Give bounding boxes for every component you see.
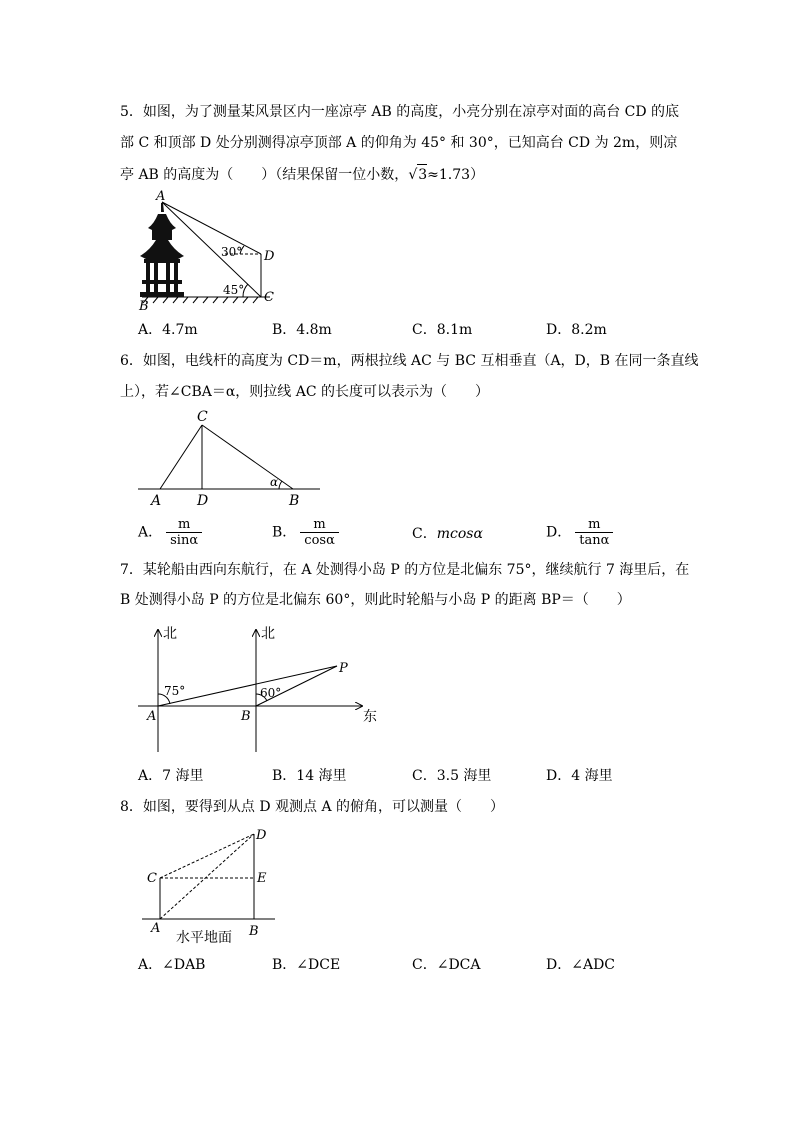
- q6-line-1: 6．如图，电线杆的高度为 CD＝m，两根拉线 AC 与 BC 互相垂直（A，D，B 在同一条直线: [120, 353, 699, 369]
- q6-option-b-fraction: [300, 517, 339, 548]
- q7-label-a: A: [147, 709, 157, 724]
- q6-option-c[interactable]: [412, 524, 483, 544]
- q6-option-b-numerator: m: [300, 517, 339, 533]
- q6-label-b: B: [289, 493, 300, 509]
- q7-angle-60: 60°: [260, 686, 282, 700]
- q8-option-c[interactable]: C．∠DCA: [412, 957, 481, 973]
- q8-label-e: E: [257, 871, 267, 886]
- q5-line-3-text: 亭 AB 的高度为（ ）（结果保留一位小数，: [120, 167, 409, 183]
- q6-figure: [130, 405, 330, 510]
- q6-option-a-numerator: m: [166, 517, 202, 533]
- q7-north-label-1: 北: [163, 626, 177, 642]
- q5-line-3: [120, 164, 484, 185]
- q7-line-1: 7．某轮船由西向东航行，在 A 处测得小岛 P 的方位是北偏东 75°，继续航行 7 海里后，在: [120, 562, 690, 578]
- q8-label-a: A: [151, 921, 161, 936]
- q7-option-a[interactable]: A．7 海里: [138, 768, 204, 784]
- q8-figure: [130, 822, 290, 950]
- q7-line-2: B 处测得小岛 P 的方位是北偏东 60°，则此时轮船与小岛 P 的距离 BP＝（ ）: [120, 592, 631, 608]
- q6-option-d-numerator: m: [575, 517, 613, 533]
- q8-option-d[interactable]: D．∠ADC: [546, 957, 616, 973]
- q6-label-a: A: [151, 493, 162, 509]
- q5-label-d: D: [264, 249, 275, 264]
- q6-option-a-fraction: [166, 517, 202, 548]
- q6-option-c-letter: C．: [412, 526, 437, 542]
- q7-option-d[interactable]: D．4 海里: [546, 768, 613, 784]
- q6-option-c-text: mcosα: [436, 526, 483, 542]
- q6-label-c: C: [197, 409, 208, 425]
- q5-line-1: 5．如图，为了测量某风景区内一座凉亭 AB 的高度，小亮分别在凉亭对面的高台 CD 的底: [120, 104, 680, 120]
- q7-label-p: P: [339, 661, 348, 676]
- q6-option-d-denominator: tanα: [579, 533, 610, 548]
- q6-option-b-denominator: cosα: [304, 533, 335, 548]
- q6-label-d: D: [197, 493, 209, 509]
- q5-option-d[interactable]: D．8.2m: [546, 322, 607, 338]
- q7-north-label-2: 北: [261, 626, 275, 642]
- q5-angle-45: 45°: [223, 283, 245, 297]
- q6-option-a-letter: A．: [138, 524, 163, 541]
- q8-label-b: B: [249, 924, 259, 939]
- q6-option-d-fraction: [575, 517, 613, 548]
- q6-option-d[interactable]: [546, 517, 613, 548]
- q5-option-b[interactable]: B．4.8m: [272, 322, 332, 338]
- q5-label-a: A: [156, 189, 166, 204]
- q8-option-b[interactable]: B．∠DCE: [272, 957, 341, 973]
- q7-option-c[interactable]: C．3.5 海里: [412, 768, 492, 784]
- q6-option-b[interactable]: [272, 517, 339, 548]
- q6-label-alpha: α: [270, 475, 279, 489]
- q5-angle-30: 30°: [221, 245, 243, 259]
- q5-option-a[interactable]: A．4.7m: [138, 322, 198, 338]
- sqrt-symbol: √: [408, 167, 418, 183]
- approx-value: ≈1.73）: [427, 167, 485, 183]
- q8-line-1: 8．如图，要得到从点 D 观测点 A 的俯角，可以测量（ ）: [120, 799, 505, 815]
- q5-label-c: C: [264, 290, 274, 305]
- sqrt-radicand: 3: [417, 164, 427, 185]
- q6-option-a[interactable]: [138, 517, 202, 548]
- q6-option-a-denominator: sinα: [170, 533, 199, 548]
- q6-option-d-letter: D．: [546, 524, 572, 541]
- q6-line-2: 上），若∠CBA＝α，则拉线 AC 的长度可以表示为（ ）: [120, 384, 490, 400]
- q7-angle-75: 75°: [164, 684, 186, 698]
- q7-label-b: B: [241, 709, 251, 724]
- q5-option-c[interactable]: C．8.1m: [412, 322, 473, 338]
- q6-option-b-letter: B．: [272, 524, 297, 541]
- q7-figure: [130, 618, 390, 758]
- q8-ground-label: 水平地面: [176, 930, 232, 946]
- q7-option-b[interactable]: B．14 海里: [272, 768, 347, 784]
- q5-line-2: 部 C 和顶部 D 处分别测得凉亭顶部 A 的仰角为 45° 和 30°，已知高台 CD 为 2m，则凉: [120, 135, 678, 151]
- q7-east-label: 东: [363, 709, 377, 725]
- q8-label-c: C: [147, 871, 157, 886]
- q8-option-a[interactable]: A．∠DAB: [138, 957, 206, 973]
- q5-figure: [130, 188, 280, 313]
- q5-label-b: B: [139, 299, 149, 314]
- q8-label-d: D: [256, 828, 267, 843]
